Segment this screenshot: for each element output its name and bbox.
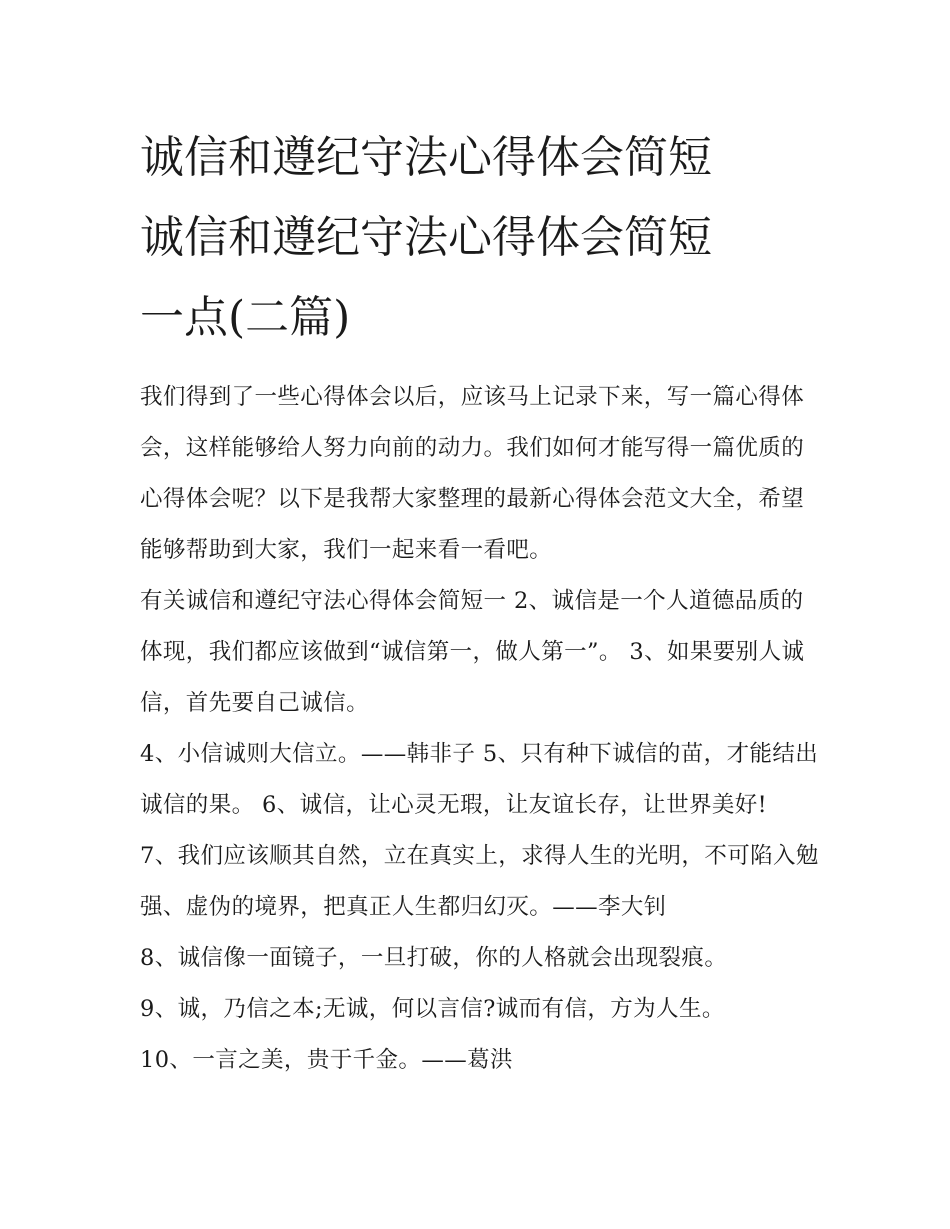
intro-paragraph: 我们得到了一些心得体会以后，应该马上记录下来，写一篇心得体会，这样能够给人努力向前的动力。我们如何才能写得一篇优质的心得体会呢？以下是我帮大家整理的最新心得体会范文大全，希望能够帮助到大家，我们一起来看一看吧。: [140, 384, 805, 563]
title-line-3: 一点(二篇): [140, 292, 351, 343]
title-line-1: 诚信和遵纪守法心得体会简短: [140, 132, 712, 183]
paragraph-quote-8: 8、诚信像一面镜子，一旦打破，你的人格就会出现裂痕。: [140, 945, 728, 971]
paragraph-quote-10: 10、一言之美，贵于千金。——葛洪: [140, 1047, 513, 1073]
paragraph-quotes-4-6: 4、小信诚则大信立。——韩非子 5、只有种下诚信的苗，才能结出诚信的果。 6、诚信，让心灵无瑕，让友谊长存，让世界美好!: [140, 741, 819, 818]
paragraph-quotes-2-3: 有关诚信和遵纪守法心得体会简短一 2、诚信是一个人道德品质的体现，我们都应该做到“诚信第一，做人第一”。 3、如果要别人诚信，首先要自己诚信。: [140, 588, 805, 716]
document-page: [140, 118, 820, 1086]
document-title: [140, 118, 820, 358]
paragraph-quote-9: 9、诚，乃信之本;无诚，何以言信?诚而有信，方为人生。: [140, 996, 725, 1022]
paragraph-quote-7: 7、我们应该顺其自然，立在真实上，求得人生的光明，不可陷入勉强、虚伪的境界，把真正人生都归幻灭。——李大钊: [140, 843, 819, 920]
title-line-2: 诚信和遵纪守法心得体会简短: [140, 212, 712, 263]
